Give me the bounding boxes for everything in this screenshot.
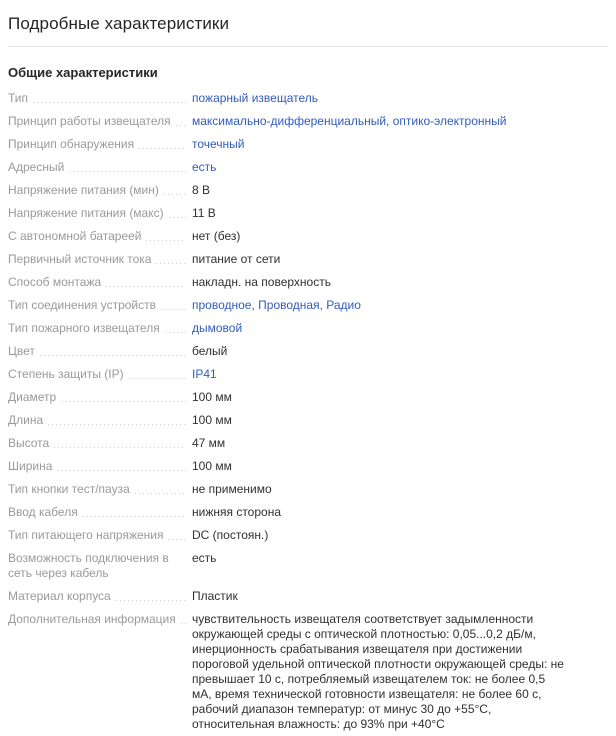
spec-label: Способ монтажа xyxy=(8,275,102,289)
dots-leader xyxy=(83,516,186,517)
spec-label-wrap xyxy=(8,275,188,290)
spec-value-link[interactable]: пожарный извещатель xyxy=(192,91,318,105)
spec-row xyxy=(8,501,608,524)
spec-value: нижняя сторона xyxy=(192,505,281,519)
dots-leader xyxy=(40,355,186,356)
spec-label-wrap xyxy=(8,91,188,106)
spec-label-wrap xyxy=(8,482,188,497)
spec-label: Степень защиты (IP) xyxy=(8,367,124,381)
spec-label-wrap xyxy=(8,114,188,129)
spec-label: Тип пожарного извещателя xyxy=(8,321,160,335)
spec-label-wrap xyxy=(8,505,188,520)
spec-label: Принцип обнаружения xyxy=(8,137,135,151)
spec-value: питание от сети xyxy=(192,252,281,266)
spec-label-wrap xyxy=(8,367,188,382)
spec-label: Принцип работы извещателя xyxy=(8,114,171,128)
spec-label-wrap xyxy=(8,459,188,474)
spec-row xyxy=(8,340,608,363)
dots-leader xyxy=(169,217,186,218)
dots-leader xyxy=(165,332,186,333)
dots-leader xyxy=(61,401,186,402)
dots-leader xyxy=(33,102,186,103)
spec-label: Ввод кабеля xyxy=(8,505,78,519)
spec-label: С автономной батареей xyxy=(8,229,142,243)
spec-value: 100 мм xyxy=(192,413,232,427)
spec-value: 11 В xyxy=(192,206,216,220)
spec-value: 100 мм xyxy=(192,390,232,404)
spec-label-wrap xyxy=(8,137,188,152)
spec-value: DC (постоян.) xyxy=(192,528,269,542)
spec-value: чувствительность извещателя соответствует задымленности окружающей среды с оптической плотностью: 0,05...0,2 дБ/м, инерционность срабатывания извещателя при достижении пороговой удельной оптической плотности окружающей среды: не превышает 10 с, потребляемый извещателем ток: не более 0,5 мА, время технической готовности извещателя: не более 60 с, рабочий диапазон температур: от минус 30 до +55°С, относительная влажность: до 93% при +40°С xyxy=(192,612,564,731)
spec-label-wrap xyxy=(8,160,188,175)
spec-label-wrap xyxy=(8,612,188,627)
spec-value: Пластик xyxy=(192,589,238,603)
spec-label: Напряжение питания (мин) xyxy=(8,183,159,197)
spec-row xyxy=(8,585,608,608)
dots-leader xyxy=(135,493,186,494)
spec-row xyxy=(8,156,608,179)
dots-leader xyxy=(139,148,186,149)
dots-leader xyxy=(176,125,186,126)
spec-value: белый xyxy=(192,344,228,358)
header-divider xyxy=(8,46,608,47)
spec-value-link[interactable]: есть xyxy=(192,160,217,174)
spec-label-wrap xyxy=(8,206,188,221)
page-title: Подробные характеристики xyxy=(8,14,230,33)
dots-leader xyxy=(161,309,186,310)
spec-label-wrap xyxy=(8,252,188,267)
spec-label-wrap xyxy=(8,229,188,244)
spec-value-link[interactable]: точечный xyxy=(192,137,245,151)
spec-value-link[interactable]: максимально-дифференциальный, оптико-электронный xyxy=(192,114,507,128)
spec-value: накладн. на поверхность xyxy=(192,275,331,289)
spec-label-wrap xyxy=(8,551,188,581)
spec-label-wrap xyxy=(8,436,188,451)
spec-label-wrap xyxy=(8,589,188,604)
spec-row xyxy=(8,524,608,547)
spec-row xyxy=(8,248,608,271)
spec-row xyxy=(8,432,608,455)
spec-label: Дополнительная информация xyxy=(8,612,176,626)
spec-label: Возможность подключения в сеть через кабель xyxy=(8,551,169,580)
spec-label: Первичный источник тока xyxy=(8,252,152,266)
spec-label: Цвет xyxy=(8,344,35,358)
spec-row xyxy=(8,110,608,133)
spec-label-wrap xyxy=(8,390,188,405)
dots-leader xyxy=(116,600,186,601)
spec-label: Материал корпуса xyxy=(8,589,111,603)
dots-leader xyxy=(48,424,186,425)
spec-row xyxy=(8,202,608,225)
dots-leader xyxy=(57,470,186,471)
dots-leader xyxy=(54,447,186,448)
spec-label: Тип соединения устройств xyxy=(8,298,157,312)
spec-label-wrap xyxy=(8,298,188,313)
spec-row xyxy=(8,179,608,202)
spec-label: Адресный xyxy=(8,160,65,174)
spec-row xyxy=(8,271,608,294)
dots-leader xyxy=(156,263,186,264)
spec-row xyxy=(8,133,608,156)
spec-label-wrap xyxy=(8,344,188,359)
section-heading: Общие характеристики xyxy=(8,65,158,80)
spec-row xyxy=(8,363,608,386)
dots-leader xyxy=(106,286,186,287)
spec-row xyxy=(8,294,608,317)
spec-label: Длина xyxy=(8,413,44,427)
spec-label-wrap xyxy=(8,321,188,336)
spec-label: Напряжение питания (макс) xyxy=(8,206,164,220)
spec-value-link[interactable]: проводное, Проводная, Радио xyxy=(192,298,361,312)
spec-value: 100 мм xyxy=(192,459,232,473)
characteristics-section xyxy=(0,65,616,736)
spec-value: 8 В xyxy=(192,183,211,197)
dots-leader xyxy=(69,171,186,172)
details-header xyxy=(0,0,616,47)
spec-row xyxy=(8,478,608,501)
spec-label: Тип питающего напряжения xyxy=(8,528,164,542)
dots-leader xyxy=(146,240,186,241)
spec-label: Тип кнопки тест/пауза xyxy=(8,482,130,496)
spec-value: нет (без) xyxy=(192,229,241,243)
spec-value: 47 мм xyxy=(192,436,226,450)
dots-leader xyxy=(129,378,186,379)
spec-value-link[interactable]: IP41 xyxy=(192,367,217,381)
spec-label: Высота xyxy=(8,436,50,450)
spec-label: Ширина xyxy=(8,459,53,473)
spec-row xyxy=(8,87,608,110)
spec-row xyxy=(8,386,608,409)
dots-leader xyxy=(181,623,186,624)
spec-label-wrap xyxy=(8,413,188,428)
spec-value: есть xyxy=(192,551,217,565)
spec-label-wrap xyxy=(8,528,188,543)
spec-row xyxy=(8,455,608,478)
dots-leader xyxy=(168,539,186,540)
spec-row xyxy=(8,547,608,585)
spec-row xyxy=(8,409,608,432)
dots-leader xyxy=(164,194,186,195)
spec-label: Тип xyxy=(8,91,29,105)
spec-value: не применимо xyxy=(192,482,272,496)
spec-value-link[interactable]: дымовой xyxy=(192,321,243,335)
spec-row xyxy=(8,225,608,248)
spec-label: Диаметр xyxy=(8,390,57,404)
spec-list xyxy=(8,87,608,736)
spec-row xyxy=(8,317,608,340)
spec-row xyxy=(8,608,608,736)
spec-label-wrap xyxy=(8,183,188,198)
